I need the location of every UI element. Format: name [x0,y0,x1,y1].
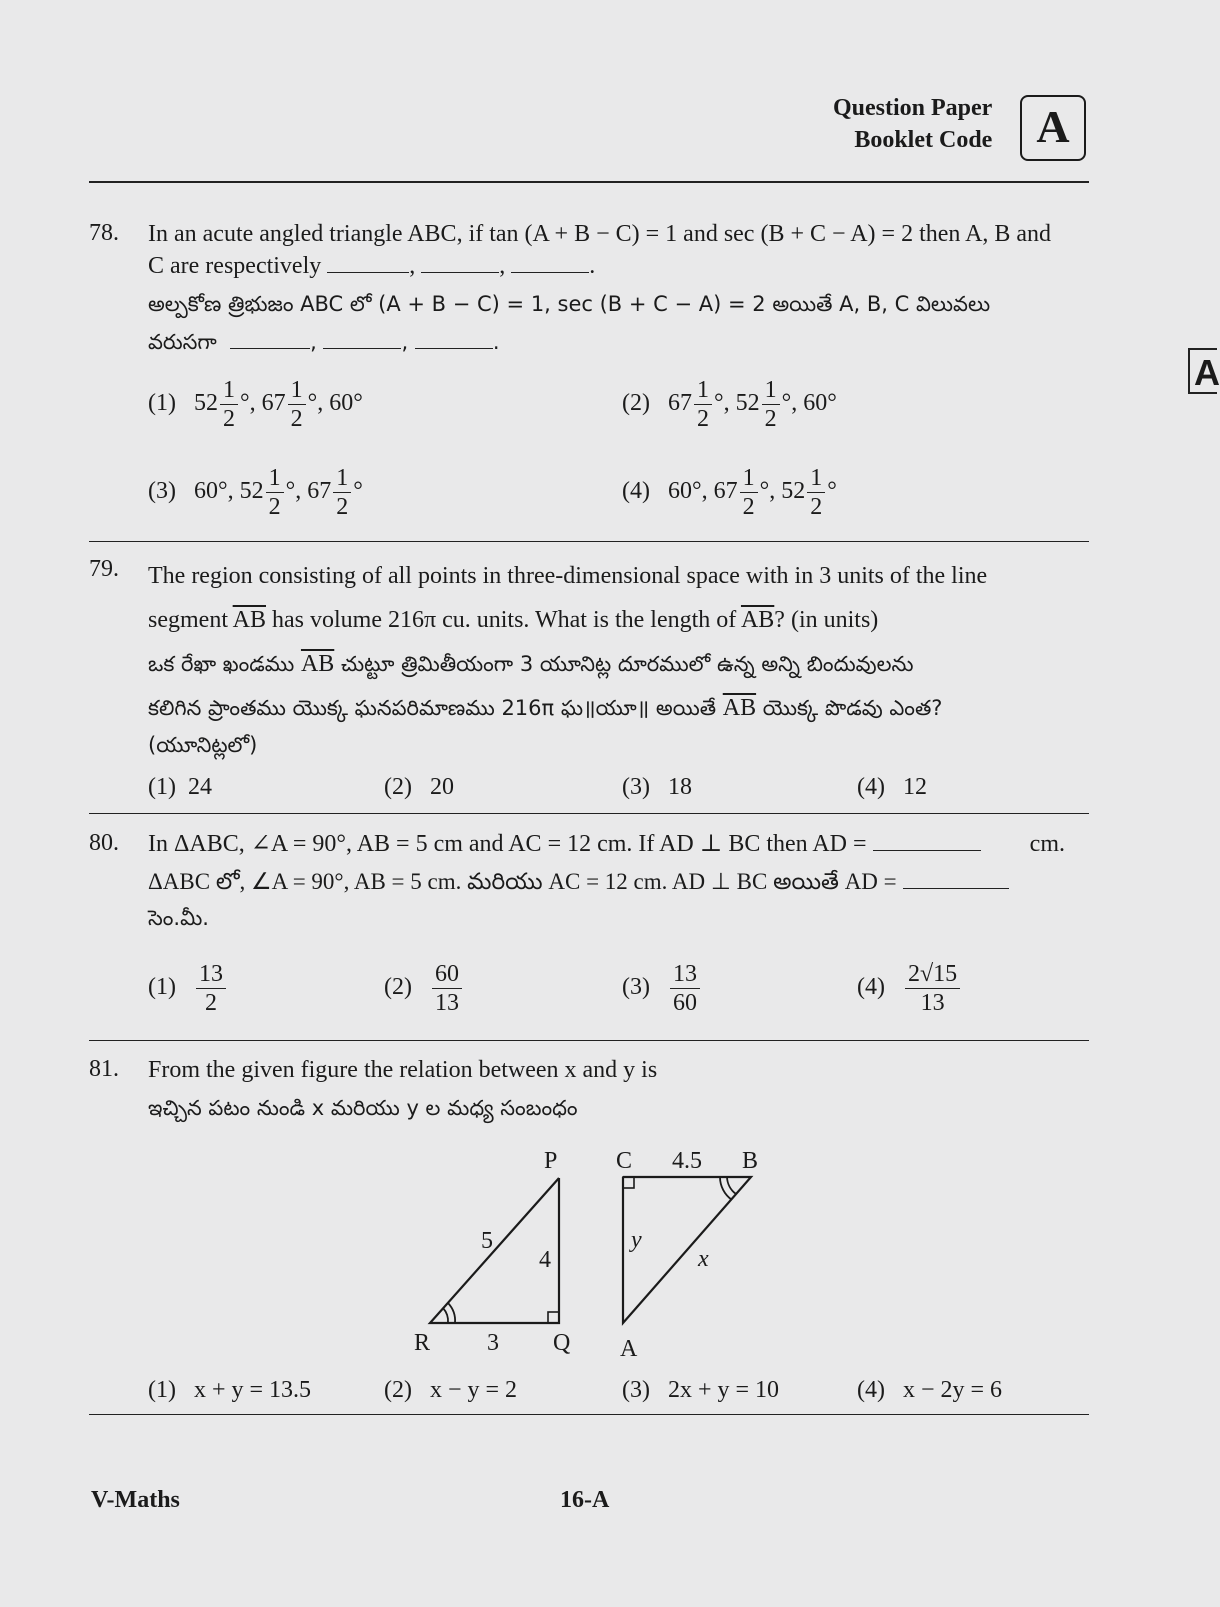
q78-o4-a: 60°, 67 [667,478,738,505]
q80-o2-den: 13 [434,990,459,1016]
question-78-en-line2-text: C are respectively [148,253,322,279]
q78-o3-frac2-den: 2 [336,494,349,520]
q78-o1-frac2-den: 2 [290,406,303,432]
booklet-code-label [833,92,992,156]
question-79-te-line2 [148,686,1093,730]
q79-option-1-value: 24 [187,774,212,800]
question-79-te-line3: (యూనిట్లలో) [148,733,258,757]
q78-o4-frac2 [807,466,825,519]
q78-o3-a: 60°, 52 [193,478,264,505]
q79-option-1-number: (1) [148,774,176,800]
q78-o4-c: ° [827,478,837,505]
q79-option-4[interactable] [857,774,927,801]
q80-te-text: ΔABC లో, ∠A = 90°, AB = 5 cm. మరియు AC = 12 cm. AD ⊥ BC అయితే AD = [148,869,897,894]
q80-option-2-frac [432,962,462,1015]
question-78-en-line2: C are respectively , , . [148,253,596,279]
q80-option-1-frac [196,962,226,1015]
q78-o3-b: °, 67 [285,478,332,505]
label-top-4-5: 4.5 [672,1148,702,1174]
q80-o2-num: 60 [432,962,462,989]
q81-option-4-value: x − 2y = 6 [902,1377,1003,1403]
label-y: y [631,1227,642,1253]
q78-o2-c: °, 60° [781,390,837,417]
q78-o1-frac2 [288,378,306,431]
question-80-en-line1 [148,828,1093,860]
label-side-5: 5 [481,1228,493,1254]
q80-option-1-number: (1) [148,974,176,1001]
q78-o3-c: ° [353,478,363,505]
q78-option-3-number: (3) [148,478,176,505]
q79-te-prefix: ఒక రేఖా ఖండము [148,652,301,676]
q79-te2-prefix: కలిగిన ప్రాంతము యొక్క ఘనపరిమాణము 216π ఘ॥యూ॥ అయితే [148,696,723,720]
label-c: C [616,1148,633,1174]
q78-option-2[interactable] [622,378,837,431]
q78-o4-frac1-num: 1 [740,466,758,493]
question-81-text [148,1054,1093,1124]
q78-o2-frac1 [694,378,712,431]
q78-o4-frac1-den: 2 [742,494,755,520]
q78-o2-frac2 [762,378,780,431]
q80-option-2[interactable] [384,962,464,1015]
q81-figure [400,1140,800,1370]
q78-option-3[interactable] [148,466,363,519]
angle-b-arc1 [727,1177,736,1194]
question-79-text [148,554,1093,760]
q78-o2-frac1-num: 1 [694,378,712,405]
q80-option-4-number: (4) [857,974,885,1001]
q79-segment-ab-1: $\overline{AB}$ [232,607,266,633]
q81-option-3-value: 2x + y = 10 [667,1377,780,1403]
q81-option-4-number: (4) [857,1377,885,1403]
q78-o3-frac1-den: 2 [268,494,281,520]
q79-segment-ab-2: $\overline{AB}$ [740,607,775,633]
q78-o1-a: 52 [193,390,218,417]
angle-r-arc2 [448,1303,455,1323]
question-78-number: 78. [89,220,119,246]
q81-option-1-value: x + y = 13.5 [193,1377,312,1403]
q79-en-seg-prefix: segment [148,607,233,633]
label-r: R [414,1330,431,1356]
question-78-te-line2-text: వరుసగా [148,330,217,354]
q79-en-suffix: ? (in units) [774,607,879,633]
q78-o2-a: 67 [667,390,692,417]
q78-o3-frac1 [266,466,284,519]
q81-option-1-number: (1) [148,1377,176,1403]
q80-option-3-number: (3) [622,974,650,1001]
question-79-te-line1 [148,642,1093,686]
question-78-text [148,218,1093,358]
q79-option-1[interactable] [148,774,212,801]
question-78-te-line2: వరుసగా , , . [148,330,500,354]
q81-option-2-number: (2) [384,1377,412,1403]
q81-option-2[interactable] [384,1377,517,1404]
q79-option-3-value: 18 [667,774,692,800]
q79-te-rest: చుట్టూ త్రిమితీయంగా 3 యూనిట్ల దూరములో ఉన్న అన్ని బిందువులను [334,652,914,676]
q78-o2-frac2-den: 2 [764,406,777,432]
q80-option-2-number: (2) [384,974,412,1001]
label-a: A [620,1336,638,1362]
q78-o4-frac2-den: 2 [810,494,823,520]
q80-option-3[interactable] [622,962,702,1015]
q78-option-4[interactable] [622,466,837,519]
q78-o1-b: °, 67 [239,390,286,417]
q80-divider [89,1040,1089,1041]
q78-o4-frac1 [740,466,758,519]
q81-option-3-number: (3) [622,1377,650,1403]
q78-option-1-number: (1) [148,390,176,417]
q81-option-4[interactable] [857,1377,1002,1404]
q80-o1-den: 2 [204,990,217,1016]
q78-o1-frac1-num: 1 [220,378,238,405]
right-angle-c [623,1177,634,1188]
q79-option-2[interactable] [384,774,454,801]
question-79-en-line1: The region consisting of all points in three-dimensional space with in 3 units of the line [148,563,988,589]
question-81-en-line1: From the given figure the relation between x and y is [148,1057,658,1083]
q78-o2-b: °, 52 [713,390,760,417]
question-78-te-line1: అల్పకోణ త్రిభుజం ABC లో (A + B − C) = 1, sec (B + C − A) = 2 అయితే A, B, C విలువలు [148,292,991,316]
booklet-code-box: A [1020,95,1086,161]
side-code-tab: A [1188,348,1217,394]
q80-o3-den: 60 [672,990,697,1016]
label-x: x [698,1246,709,1272]
q78-o4-b: °, 52 [759,478,806,505]
q78-o3-frac2-num: 1 [333,466,351,493]
q79-option-2-number: (2) [384,774,412,800]
right-angle-q [548,1312,559,1323]
footer-subject: V-Maths [91,1487,180,1513]
q79-te-segment-ab-1: $\overline{AB}$ [300,651,335,677]
question-78-en-line1: In an acute angled triangle ABC, if tan (A + B − C) = 1 and sec (B + C − A) = 2 then A, B and [148,221,1052,247]
q80-unit: cm. [1029,831,1065,857]
footer-page-number: 16-A [560,1487,610,1513]
q79-te-segment-ab-2: $\overline{AB}$ [722,695,757,721]
q81-option-3[interactable] [622,1377,779,1404]
q80-option-1[interactable] [148,962,228,1015]
q80-o4-den: 13 [920,990,945,1016]
booklet-code-label-line2: Booklet Code [854,127,993,153]
q80-option-4-frac [905,962,960,1015]
q79-te2-rest: యొక్క పొడవు ఎంత? [756,696,943,720]
q78-o3-frac1-num: 1 [266,466,284,493]
label-p: P [544,1148,558,1174]
q79-en-mid: has volume 216π cu. units. What is the length of [266,607,741,633]
angle-r-arc1 [443,1308,448,1323]
q79-option-2-value: 20 [429,774,454,800]
q81-option-2-value: x − y = 2 [429,1377,518,1403]
q81-option-1[interactable] [148,1377,311,1404]
question-80-te-line2: సెం.మీ. [148,906,209,930]
q78-o2-frac2-num: 1 [762,378,780,405]
q78-o1-frac2-num: 1 [288,378,306,405]
q79-option-4-value: 12 [902,774,927,800]
q78-o3-frac2 [333,466,351,519]
label-b: B [742,1148,759,1174]
q81-divider [89,1414,1089,1415]
question-79-en-line2 [148,598,1093,642]
q78-option-2-number: (2) [622,390,650,417]
q79-option-3[interactable] [622,774,692,801]
q79-option-4-number: (4) [857,774,885,800]
question-81-number: 81. [89,1056,119,1082]
label-side-3: 3 [487,1330,499,1356]
q80-option-3-frac [670,962,700,1015]
label-q: Q [553,1330,571,1356]
question-80-number: 80. [89,830,119,856]
q78-option-1[interactable] [148,378,363,431]
header-divider [89,181,1089,183]
label-side-4: 4 [539,1247,551,1273]
q78-o1-c: °, 60° [307,390,363,417]
q78-o2-frac1-den: 2 [696,406,709,432]
q78-divider [89,541,1089,542]
q79-divider [89,813,1089,814]
q80-o4-num: 2√15 [905,962,960,989]
question-79-number: 79. [89,556,119,582]
question-81-te-line1: ఇచ్చిన పటం నుండి x మరియు y ల మధ్య సంబంధం [148,1096,578,1120]
q80-en-text: In ΔABC, ∠A = 90°, AB = 5 cm and AC = 12 cm. If AD ⊥ BC then AD = [148,831,867,857]
q78-o1-frac1 [220,378,238,431]
question-80-text [148,828,1093,934]
question-80-te-line1 [148,866,1093,898]
q79-option-3-number: (3) [622,774,650,800]
q78-o1-frac1-den: 2 [222,406,235,432]
q80-option-4[interactable] [857,962,962,1015]
booklet-code-label-line1: Question Paper [833,95,993,121]
q78-o4-frac2-num: 1 [807,466,825,493]
q80-o1-num: 13 [196,962,226,989]
q78-option-4-number: (4) [622,478,650,505]
q80-o3-num: 13 [670,962,700,989]
